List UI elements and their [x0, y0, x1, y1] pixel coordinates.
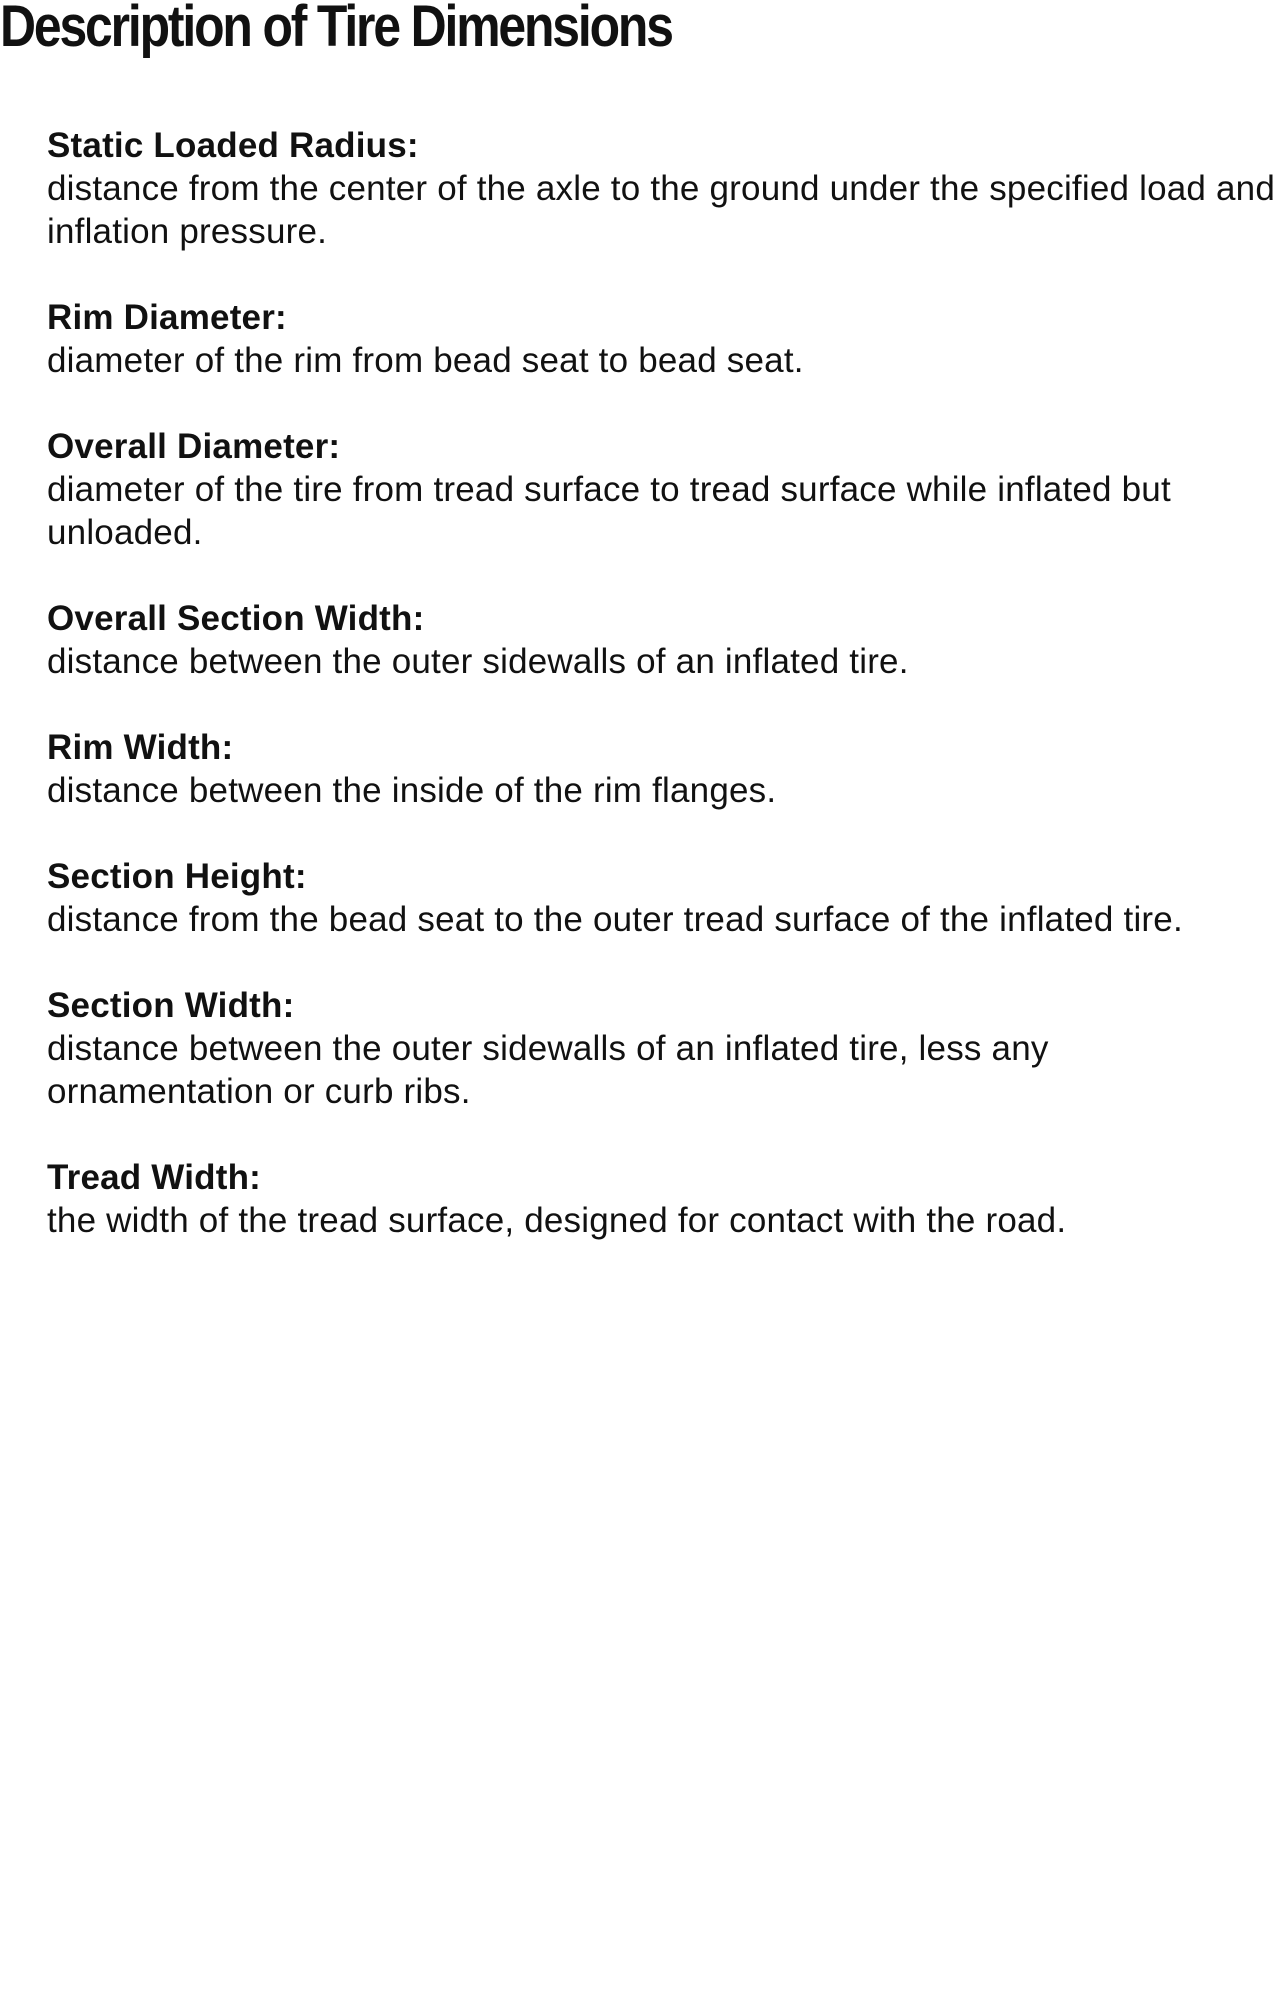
definition-description: distance from the bead seat to the outer tread surface of the inflated tire.	[47, 900, 1183, 939]
page-title: Description of Tire Dimensions	[0, 0, 672, 59]
definition-description: the width of the tread surface, designed for contact with the road.	[47, 1201, 1067, 1240]
definition-static-loaded-radius	[47, 124, 1278, 253]
definition-rim-diameter	[47, 296, 1278, 382]
definition-section-height	[47, 855, 1278, 941]
definition-tread-width	[47, 1156, 1278, 1242]
definition-section-width	[47, 984, 1278, 1113]
definition-rim-width	[47, 726, 1278, 812]
definition-description: distance from the center of the axle to the ground under the specified load and inflation pressure.	[47, 169, 1275, 251]
definition-description: distance between the outer sidewalls of an inflated tire.	[47, 642, 909, 681]
definition-list	[47, 124, 1278, 1285]
definition-term: Overall Diameter:	[47, 427, 341, 466]
definition-term: Static Loaded Radius:	[47, 126, 419, 165]
definition-description: distance between the inside of the rim flanges.	[47, 771, 777, 810]
definition-term: Tread Width:	[47, 1158, 262, 1197]
definition-term: Rim Width:	[47, 728, 234, 767]
definition-term: Section Width:	[47, 986, 295, 1025]
definition-overall-diameter	[47, 425, 1278, 554]
definition-term: Section Height:	[47, 857, 307, 896]
definition-description: distance between the outer sidewalls of an inflated tire, less any ornamentation or curb ribs.	[47, 1029, 1049, 1111]
definition-description: diameter of the rim from bead seat to bead seat.	[47, 341, 804, 380]
definition-term: Rim Diameter:	[47, 298, 287, 337]
definition-term: Overall Section Width:	[47, 599, 425, 638]
definition-overall-section-width	[47, 597, 1278, 683]
definition-description: diameter of the tire from tread surface to tread surface while inflated but unloaded.	[47, 470, 1171, 552]
